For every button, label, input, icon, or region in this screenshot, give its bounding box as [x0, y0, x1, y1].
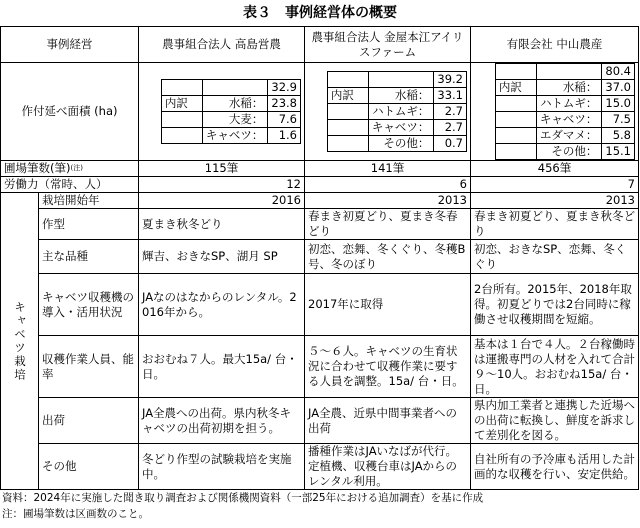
cropping-label: 作型: [39, 209, 139, 240]
area-item-label: その他：: [368, 136, 434, 152]
cropping-col2: 春まき初夏どり、夏まき冬春どり: [305, 209, 471, 240]
workers-col1: おおむね７人。最大15a/ 台・日。: [139, 336, 305, 398]
area-item-label: エダマメ：: [536, 128, 602, 144]
start-year-col1: 2016: [139, 193, 305, 209]
fields-col3: 456筆: [471, 161, 639, 177]
header-row: [1, 27, 639, 63]
area-item-value: 23.8: [268, 96, 301, 112]
shipping-col2: JA全農、近県中間事業者への出荷: [305, 398, 471, 444]
other-col1: 冬どり作型の試験栽培を実施中。: [139, 444, 305, 490]
area-total: 39.2: [434, 72, 467, 88]
area-item-value: 15.1: [602, 144, 635, 160]
start-year-col2: 2013: [305, 193, 471, 209]
labor-row: [1, 177, 639, 193]
shipping-col3: 県内加工業者と連携した近場への出荷に転換し、鮮度を訴求して差別化を図る。: [471, 398, 639, 444]
fields-col2: 141筆: [305, 161, 471, 177]
area-label: 作付延べ面積 (ha): [1, 63, 139, 161]
workers-col2: ５～６人。キャベツの生育状況に合わせて収穫作業に要する人員を調整。15a/ 台・日。: [305, 336, 471, 398]
area-item-value: 1.6: [268, 128, 301, 144]
area-item-label: 水稲：: [368, 88, 434, 104]
labor-col3: 7: [471, 177, 639, 193]
header-col3: 有限会社 中山農産: [471, 27, 639, 63]
area-total: 32.9: [268, 80, 301, 96]
shipping-label: 出荷: [39, 398, 139, 444]
header-col2: 農事組合法人 金屋本江アイリスファーム: [305, 27, 471, 63]
varieties-col2: 初恋、恋舞、冬くぐり、冬穫B号、冬のぼり: [305, 240, 471, 274]
harvester-col3: 2台所有。2015年、2018年取得。初夏どりでは2台同時に稼働させ収穫期間を短縮。: [471, 274, 639, 336]
cropping-col3: 春まき初夏どり、夏まき秋冬どり: [471, 209, 639, 240]
other-col2: 播種作業はJAいなばが代行。定植機、収穫台車はJAからのレンタル利用。: [305, 444, 471, 490]
harvester-col2: 2017年に取得: [305, 274, 471, 336]
field-count-note: 注：圃場筆数は区画数のこと。: [2, 508, 149, 520]
other-label: その他: [39, 444, 139, 490]
cropping-col1: 夏まき秋冬どり: [139, 209, 305, 240]
area-naiyaku-label: 内訳: [161, 96, 202, 112]
area-item-value: 33.1: [434, 88, 467, 104]
area-item-value: 2.7: [434, 104, 467, 120]
area-item-value: 0.7: [434, 136, 467, 152]
area-col1: [139, 63, 305, 161]
area-item-value: 5.8: [602, 128, 635, 144]
shipping-row: [1, 398, 639, 444]
start-year-row: [1, 193, 639, 209]
labor-col1: 12: [139, 177, 305, 193]
area-row: [1, 63, 639, 161]
area-col2: [305, 63, 471, 161]
header-row-label: 事例経営: [1, 27, 139, 63]
other-col3: 自社所有の予冷庫も活用した計画的な収穫を行い、安定供給。: [471, 444, 639, 490]
harvester-label: キャベツ収穫機の導入・活用状況: [39, 274, 139, 336]
cropping-row: [1, 209, 639, 240]
area-naiyaku-label: 内訳: [495, 80, 536, 96]
area-item-value: 2.7: [434, 120, 467, 136]
fields-label: 圃場筆数(筆): [4, 161, 71, 175]
varieties-row: [1, 240, 639, 274]
start-year-label: 栽培開始年: [39, 193, 139, 209]
fields-row: [1, 161, 639, 177]
area-naiyaku-label: 内訳: [327, 88, 368, 104]
area-item-label: 大麦：: [202, 112, 268, 128]
area-col3: [471, 63, 639, 161]
fields-label-cell: [1, 161, 139, 177]
area-item-label: ハトムギ：: [368, 104, 434, 120]
varieties-col1: 輝吉、おきなSP、湖月 SP: [139, 240, 305, 274]
area-item-label: キャベツ：: [536, 112, 602, 128]
labor-col2: 6: [305, 177, 471, 193]
source-note: 資料：2024年に実施した聞き取り調査および関係機関資料（一部25年における追加調査）を基に作成: [2, 492, 484, 504]
start-year-col3: 2013: [471, 193, 639, 209]
workers-label: 収穫作業人員、能率: [39, 336, 139, 398]
header-col1: 農事組合法人 高島営農: [139, 27, 305, 63]
table-title: 表３ 事例経営体の概要: [243, 5, 397, 21]
fields-col1: 115筆: [139, 161, 305, 177]
area-item-label: キャベツ：: [202, 128, 268, 144]
varieties-label: 主な品種: [39, 240, 139, 274]
area-item-label: その他：: [536, 144, 602, 160]
case-overview-table: [0, 26, 639, 490]
area-item-value: 37.0: [602, 80, 635, 96]
varieties-col3: 初恋、おきなSP、恋舞、冬くぐり: [471, 240, 639, 274]
area-item-label: ハトムギ：: [536, 96, 602, 112]
area-item-value: 7.6: [268, 112, 301, 128]
harvester-row: [1, 274, 639, 336]
harvester-col1: JAなのはなからのレンタル。2016年から。: [139, 274, 305, 336]
area-item-value: 15.0: [602, 96, 635, 112]
fields-note-mark: (注): [70, 164, 83, 172]
other-row: [1, 444, 639, 490]
labor-label: 労働力（常時、人）: [1, 177, 139, 193]
area-item-label: 水稲：: [202, 96, 268, 112]
area-item-value: 7.5: [602, 112, 635, 128]
workers-row: [1, 336, 639, 398]
workers-col3: 基本は１台で４人。２台稼働時は運搬専門の人材を入れて合計９～10人。おおむね15a/ 台・日。: [471, 336, 639, 398]
area-total: 80.4: [602, 64, 635, 80]
area-item-label: キャベツ：: [368, 120, 434, 136]
area-item-label: 水稲：: [536, 80, 602, 96]
shipping-col1: JA全農への出荷。県内秋冬キャベツの出荷初期を担う。: [139, 398, 305, 444]
cabbage-side-label: キャベツ栽培: [1, 193, 39, 490]
